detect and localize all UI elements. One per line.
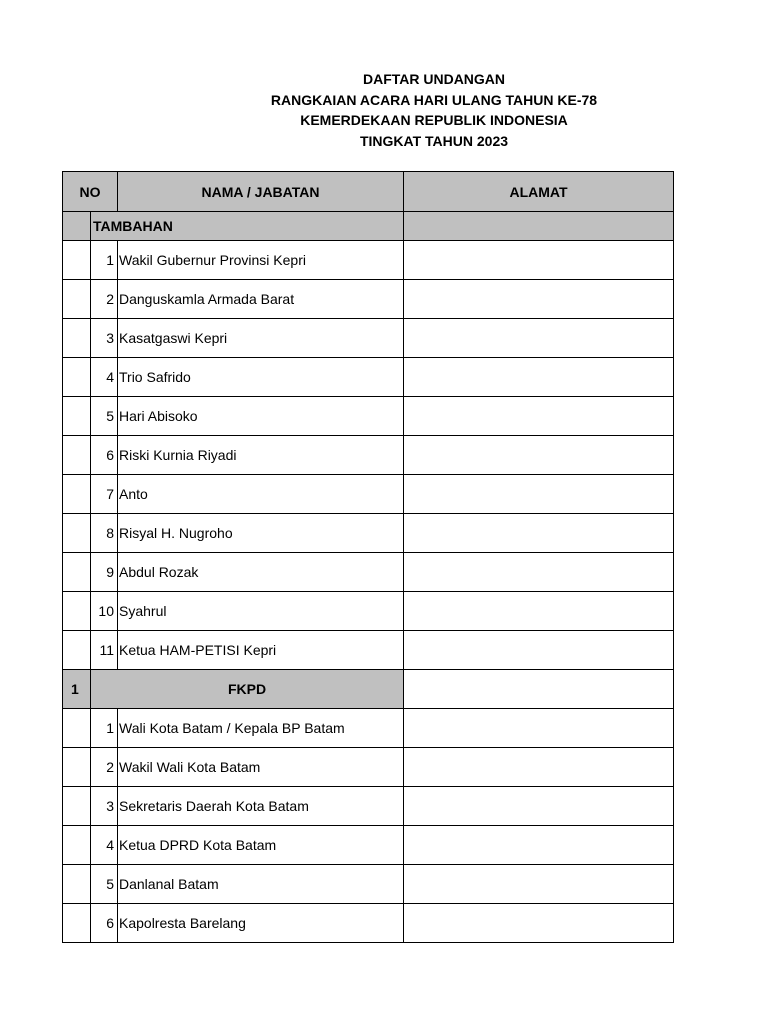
row-number: 1 xyxy=(91,709,118,748)
row-name: Wali Kota Batam / Kepala BP Batam xyxy=(118,709,404,748)
row-address xyxy=(404,904,674,943)
table-row xyxy=(63,319,674,358)
row-name: Sekretaris Daerah Kota Batam xyxy=(118,787,404,826)
table-row xyxy=(63,709,674,748)
row-name: Kapolresta Barelang xyxy=(118,904,404,943)
row-number: 5 xyxy=(91,865,118,904)
table-row xyxy=(63,436,674,475)
row-number: 8 xyxy=(91,514,118,553)
table-row xyxy=(63,826,674,865)
row-name: Abdul Rozak xyxy=(118,553,404,592)
section-label: TAMBAHAN xyxy=(91,212,404,241)
table-row xyxy=(63,748,674,787)
table-row xyxy=(63,787,674,826)
row-number: 3 xyxy=(91,787,118,826)
row-address xyxy=(404,631,674,670)
row-name: Danguskamla Armada Barat xyxy=(118,280,404,319)
row-name: Wakil Gubernur Provinsi Kepri xyxy=(118,241,404,280)
row-number: 11 xyxy=(91,631,118,670)
table-row xyxy=(63,631,674,670)
row-number: 2 xyxy=(91,280,118,319)
table-row xyxy=(63,358,674,397)
row-address xyxy=(404,865,674,904)
row-address xyxy=(404,436,674,475)
table-row xyxy=(63,241,674,280)
row-address xyxy=(404,553,674,592)
row-number: 4 xyxy=(91,358,118,397)
table-row xyxy=(63,865,674,904)
row-address xyxy=(404,826,674,865)
row-number: 2 xyxy=(91,748,118,787)
invitation-table xyxy=(62,171,674,943)
row-address xyxy=(404,592,674,631)
row-number: 6 xyxy=(91,436,118,475)
row-number: 10 xyxy=(91,592,118,631)
row-address xyxy=(404,787,674,826)
title-line-1: DAFTAR UNDANGAN xyxy=(362,71,506,87)
row-number: 1 xyxy=(91,241,118,280)
row-address xyxy=(404,514,674,553)
row-address xyxy=(404,709,674,748)
row-number: 9 xyxy=(91,553,118,592)
row-number: 6 xyxy=(91,904,118,943)
section-no-cell xyxy=(63,212,91,241)
column-header-address: ALAMAT xyxy=(404,172,674,212)
table-row xyxy=(63,514,674,553)
section-address-cell xyxy=(404,212,674,241)
title-line-3: KEMERDEKAAN REPUBLIK INDONESIA xyxy=(300,112,568,128)
document-title xyxy=(0,69,768,151)
row-name: Hari Abisoko xyxy=(118,397,404,436)
row-address xyxy=(404,397,674,436)
row-address xyxy=(404,280,674,319)
table-row xyxy=(63,904,674,943)
title-line-4: TINGKAT TAHUN 2023 xyxy=(359,132,509,149)
row-number: 5 xyxy=(91,397,118,436)
row-name: Riski Kurnia Riyadi xyxy=(118,436,404,475)
table-row xyxy=(63,553,674,592)
column-header-name: NAMA / JABATAN xyxy=(118,172,404,212)
section-row-fkpd xyxy=(63,670,674,709)
row-name: Trio Safrido xyxy=(118,358,404,397)
table-row xyxy=(63,397,674,436)
row-name: Wakil Wali Kota Batam xyxy=(118,748,404,787)
row-address xyxy=(404,475,674,514)
row-number: 7 xyxy=(91,475,118,514)
row-name: Anto xyxy=(118,475,404,514)
row-address xyxy=(404,358,674,397)
row-address xyxy=(404,319,674,358)
table-row xyxy=(63,475,674,514)
section-row-tambahan xyxy=(63,212,674,241)
row-name: Danlanal Batam xyxy=(118,865,404,904)
row-name: Syahrul xyxy=(118,592,404,631)
row-address xyxy=(404,241,674,280)
row-name: Ketua HAM-PETISI Kepri xyxy=(118,631,404,670)
table-row xyxy=(63,280,674,319)
row-number: 4 xyxy=(91,826,118,865)
row-address xyxy=(404,748,674,787)
table-row xyxy=(63,592,674,631)
row-name: Kasatgaswi Kepri xyxy=(118,319,404,358)
column-header-no: NO xyxy=(63,172,118,212)
section-number: 1 xyxy=(63,670,91,709)
table-header-row xyxy=(63,172,674,212)
row-name: Risyal H. Nugroho xyxy=(118,514,404,553)
section-address-cell xyxy=(404,670,674,709)
title-line-2: RANGKAIAN ACARA HARI ULANG TAHUN KE-78 xyxy=(270,91,598,108)
section-label: FKPD xyxy=(91,670,404,709)
row-name: Ketua DPRD Kota Batam xyxy=(118,826,404,865)
row-number: 3 xyxy=(91,319,118,358)
